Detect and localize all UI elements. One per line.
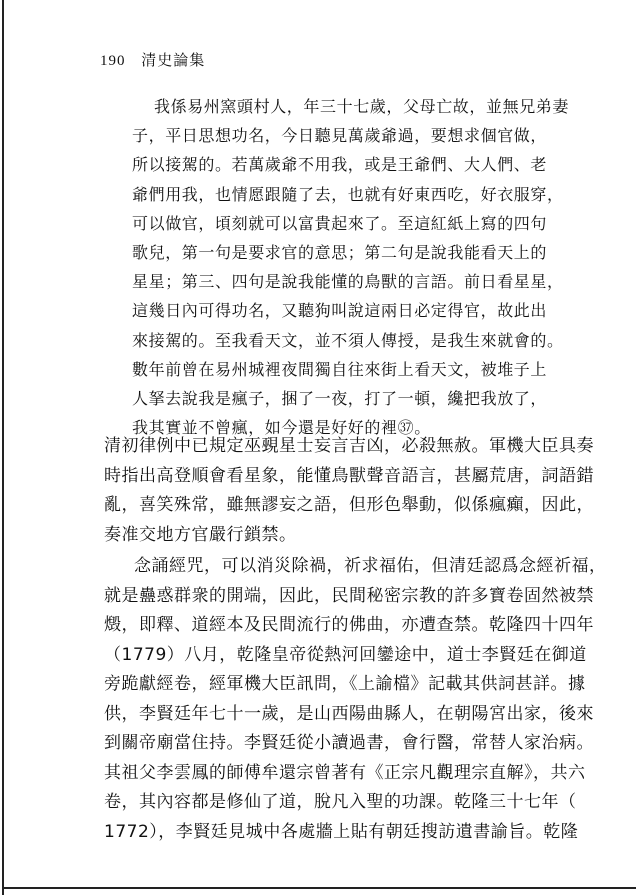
body-line: 時指出高登順會看星象，能懂鳥獸聲音語言，甚屬荒唐，詞語錯 bbox=[104, 465, 594, 486]
body-line: （1779）八月，乾隆皇帝從熱河回鑾途中，道士李賢廷在御道 bbox=[104, 644, 587, 665]
quote-line: 爺們用我，也情愿跟隨了去，也就有好東西吃，好衣服穿， bbox=[132, 184, 564, 204]
quote-line: 我其實並不曾瘋，如今還是好好的裡㊲。 bbox=[132, 418, 431, 438]
body-line: 燬，即釋、道經本及民間流行的佛曲，亦遭查禁。乾隆四十四年 bbox=[104, 615, 594, 635]
page-number: 190 bbox=[100, 53, 126, 69]
body-line: 亂，喜笑殊常，雖無謬妄之語，但形色舉動，似係瘋癲，因此， bbox=[104, 495, 594, 515]
body-line: 到關帝廟當住持。李賢廷從小讀過書，會行醫，常替人家治病。 bbox=[104, 733, 594, 753]
quote-line: 子，平日思想功名，今日聽見萬歲爺過，要想求個官做， bbox=[132, 126, 548, 146]
body-line: 清初律例中已規定巫覡星士妄言吉凶，必殺無赦。軍機大臣具奏 bbox=[104, 436, 594, 456]
quote-line: 這幾日內可得功名，又聽狗叫說這兩日必定得官，故此出 bbox=[132, 301, 548, 321]
book-title: 清史論集 bbox=[141, 51, 206, 69]
quote-line: 所以接駕的。若萬歲爺不用我，或是王爺們、大人們、老 bbox=[132, 155, 548, 175]
body-line: 就是蠱惑群衆的開端，因此，民間秘密宗教的許多寶卷固然被禁 bbox=[104, 585, 594, 606]
body-text bbox=[104, 432, 606, 847]
body-line: 供，李賢廷年七十一歲，是山西陽曲縣人，在朝陽宮出家，後來 bbox=[104, 703, 594, 724]
running-header bbox=[100, 49, 205, 70]
body-line: 1772），李賢廷見城中各處牆上貼有朝廷搜訪遺書諭旨。乾隆 bbox=[104, 821, 579, 842]
quote-line: 可以做官，頃刻就可以富貴起來了。至這紅紙上寫的四句 bbox=[132, 213, 548, 233]
body-line: 其祖父李雲鳳的師傅牟還宗曾著有《正宗凡觀理宗直解》，共六 bbox=[104, 762, 586, 783]
body-line: 奏准交地方官嚴行鎖禁。 bbox=[104, 524, 297, 545]
body-line: 旁跪獻經卷，經軍機大臣訊問，《上諭檔》記載其供詞甚詳。據 bbox=[104, 674, 586, 694]
body-line: 卷，其內容都是修仙了道，脫凡入聖的功課。乾隆三十七年（ bbox=[104, 792, 577, 812]
quote-line: 數年前曾在易州城裡夜間獨自往來街上看天文，被堆子上 bbox=[132, 359, 548, 379]
quote-line: 我係易州窯頭村人，年三十七歲，父母亡故，並無兄弟妻 bbox=[154, 97, 570, 116]
paragraph-start-line: 念誦經咒，可以消災除禍，祈求福佑，但清廷認爲念經祈福， bbox=[134, 556, 607, 576]
quote-line: 星星；第三、四句是說我能懂的鳥獸的言語。前日看星星， bbox=[132, 272, 564, 292]
bottom-border-rule bbox=[2, 887, 636, 889]
block-quote bbox=[132, 92, 594, 442]
left-border-rule bbox=[2, 0, 4, 895]
quote-line: 歌兒，第一句是要求官的意思；第二句是說我能看天上的 bbox=[132, 243, 548, 263]
quote-line: 來接駕的。至我看天文，並不須人傳授，是我生來就會的。 bbox=[132, 330, 564, 350]
quote-line: 人拏去說我是瘋子，捆了一夜，打了一頓，纔把我放了， bbox=[132, 389, 548, 409]
